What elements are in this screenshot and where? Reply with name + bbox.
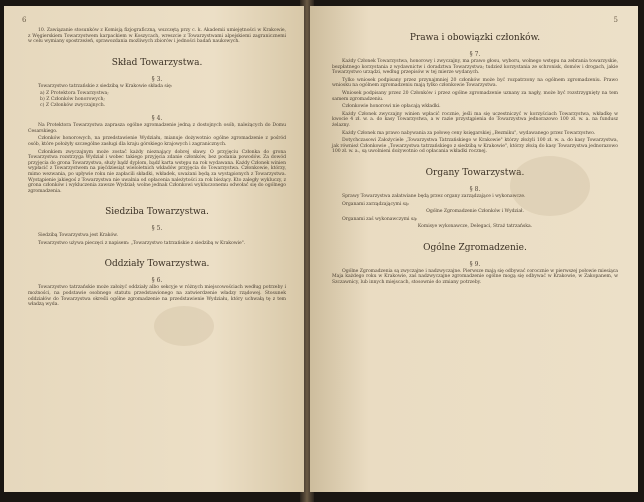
paper-stain bbox=[154, 306, 214, 346]
paragraph-mark-8: § 8. bbox=[469, 185, 481, 193]
p9-text: Ogólne Zgromadzenia są zwyczajne i nadzwyczajne. Pierwsze mają się odbywać corocznie w pierwszej połowie miesiąca Maja każdego roku w Krakowie, zaś nadzwyczajne zgromadzenie ogólne mogą się odbywać w Krakowie, w Zakopanem, w Szczawnicy, lub innych miejscach, stosownie do zmiany potrzeby. bbox=[332, 268, 618, 286]
heading-siedziba: Siedziba Towarzystwa. bbox=[105, 207, 209, 218]
p5-text-1: Siedzibą Towarzystwa jest Kraków. bbox=[38, 233, 118, 239]
paragraph-mark-5: § 5. bbox=[151, 225, 163, 233]
p7-text-3: Wniosek podpisany przez 20 Członków i przez ogólne zgromadzenie uznany za nagły, może być rozstrzygnięty na tem samem zgromadzeniu. bbox=[332, 90, 618, 102]
p6-text: Towarzystwo tatrzańskie może założyć oddziały albo sekcyje w różnych miejscowościach według potrzeby i możności, na podstawie osobnego statutu przedstawionego na zatwierdzenie władzy rządowej. Stosunek oddziałów do Towarzystwa określi ogólne zgromadzenie na przedstawienie Wydziału, który uchwałą tę z tem władzą wyda. bbox=[28, 285, 286, 308]
heading-sklad: Skład Towarzystwa. bbox=[111, 57, 203, 68]
p5-text-2: Towarzystwo używa pieczęci z napisem: „Towarzystwo tatrzańskie z siedzibą w Krakowie". bbox=[38, 240, 246, 246]
left-page-number: 6 bbox=[22, 16, 27, 24]
p3-item-a: a) Z Protektora Towarzystwa; bbox=[40, 91, 109, 97]
heading-zgromadzenie: Ogólne Zgromadzenie. bbox=[423, 242, 527, 253]
paper-stain bbox=[510, 156, 590, 216]
heading-prawa: Prawa i obowiązki członków. bbox=[409, 33, 541, 43]
intro-paragraph: 10. Zawiązanie stosunków z Komisją fizjograficzną, wszczętą przy c. k. Akademii umiejętności w Krakowie, z Węgierskiem Towarzystwem karpackiem w Koszycach, wreszcie z Towarzystwami alpejskiemi zagranicznemi w celu wymiany spostrzeżeń, sprawozdania możliwych zbiorów i jedności badań naukowych. bbox=[28, 28, 286, 45]
p8-line-4: Komisye wykonawcze, Delegaci, Straż tatrzańska. bbox=[417, 224, 533, 230]
p3-intro: Towarzystwo tatrzańskie z siedzibą w Krakowie składa się: bbox=[38, 83, 173, 89]
p8-line-2: Ogólne Zgromadzenie Członków i Wydział. bbox=[426, 209, 524, 215]
p4-text-1: Na Protektora Towarzystwa zaprasza ogólne zgromadzenie jedną z dostojnych osób, należących do Domu Cesarskiego. bbox=[28, 123, 286, 134]
p7-text-2: Tylko wniosek podpisany przez przynajmniej 20 członków może być rozpatrzony na ogólnem zgromadzeniu. Prawo wniosku na ogólnem zgromadzeniu mają tylko członkowie Towarzystwa. bbox=[332, 77, 618, 89]
paragraph-mark-4: § 4. bbox=[151, 115, 163, 123]
p4-text-2: Członków honorowych, na przedstawienie Wydziału, mianuje dożywotnio ogólne zgromadzenie z pośród osób, które położyły szczególne zasługi dla kraju górskiego krajowych i zagranicznych. bbox=[28, 136, 286, 147]
left-page bbox=[4, 6, 304, 492]
heading-organy: Organy Towarzystwa. bbox=[425, 167, 525, 178]
paragraph-mark-9: § 9. bbox=[469, 260, 481, 268]
p7-text-4: Członkowie honorowi nie opłacają wkładki. bbox=[342, 104, 441, 110]
p3-item-b: b) Z Członków honorowych; bbox=[40, 96, 105, 102]
right-page-number: 5 bbox=[613, 16, 618, 24]
paragraph-mark-7: § 7. bbox=[469, 51, 481, 58]
p7-text-7: Dotychczasowi Założyciele „Towarzystwa Tatrzańskiego w Krakowie" którzy złożyli 100 zł. w. a. do kasy Towarzystwa, jak również Członkowie „Towarzystwa tatrzańskiego z siedzibą w Krakowie", którzy złożą do kasy Towarzystwa jednorazowo 100 zł. w. a., są uwolnieni dożywotnio od opłacania wkładki rocznej. bbox=[332, 138, 618, 155]
paragraph-mark-6: § 6. bbox=[151, 277, 163, 285]
p7-text-1: Każdy Członek Towarzystwa, honorowy i zwyczajny, ma prawo głosu, wyboru, wolnego wstępu na zebrania towarzyskie, bezpłatnego korzystania z wydawnictw i doradztwa Towarzystwa; tudzież korzystania ze schronisk, domów i drogach, jakie Towarzystwo urządzi, według przepisów w tej mierze wydanych. bbox=[332, 59, 618, 76]
p4-text-3: Członkiem zwyczajnym może zostać każdy nieznający dobrej sławy. O przyjęciu Członka do grona Towarzystwa rozstrzyga Wydział i wobec takiego przyjęcia zdanie członków, bez podania powodów. Za dowód przyjęcia do grona Towarzystwa, służy bądź dyplom, bądź karta wstępu na rok wydawana. Każdy Członek winien wypłacić z Towarzystwem na pięćdziesiąt wieloletnich wkładów przyjęcia do Towarzystwa. Członkowie, którzy, mimo wezwania, po upływie roku nie zapłacili składki, wkładek, uważani będą za wystąpionych z Towarzystwa. Wystąpienie jakiegoś z Towarzystwa nie uwalnia od opłacenia należytości za rok bieżący. Kto zaległy wykluczy, z grona członków i wykluczenia zawsze Wydział; wolne jednak Członkowi wykluczonemu odwołać się do ogólnego zgromadzenia. bbox=[28, 149, 286, 194]
paragraph-mark-3: § 3. bbox=[151, 75, 163, 83]
p8-line-3: Organami zaś wykonawczymi są: bbox=[342, 216, 418, 222]
p7-text-6: Każdy Członek ma prawo nabywania za połowę ceny księgarskiej „Bezmiku", wydawanego przez Towarzystwo. bbox=[342, 130, 596, 136]
p7-text-5: Każdy Członek zwyczajny winien wpłacić rocznie, jeśli ma się uczestniczyć w korzyściach Towarzystwa, wkładkę w kwocie 4 zł. w. a. do kasy Towarzystwa, a w razie przystąpienia do Towarzystwa jednorazowo 100 zł. w. a. na fundusz żelazny. bbox=[332, 111, 618, 128]
p8-intro: Sprawy Towarzystwa załatwiane będą przez organy zarządzające i wykonawcze. bbox=[342, 193, 526, 199]
heading-oddzialy: Oddziały Towarzystwa. bbox=[104, 259, 210, 270]
p8-line-1: Organami zarządzającymi są: bbox=[342, 201, 410, 207]
right-page bbox=[310, 6, 638, 492]
p3-item-c: c) Z Członków zwyczajnych. bbox=[40, 102, 106, 108]
